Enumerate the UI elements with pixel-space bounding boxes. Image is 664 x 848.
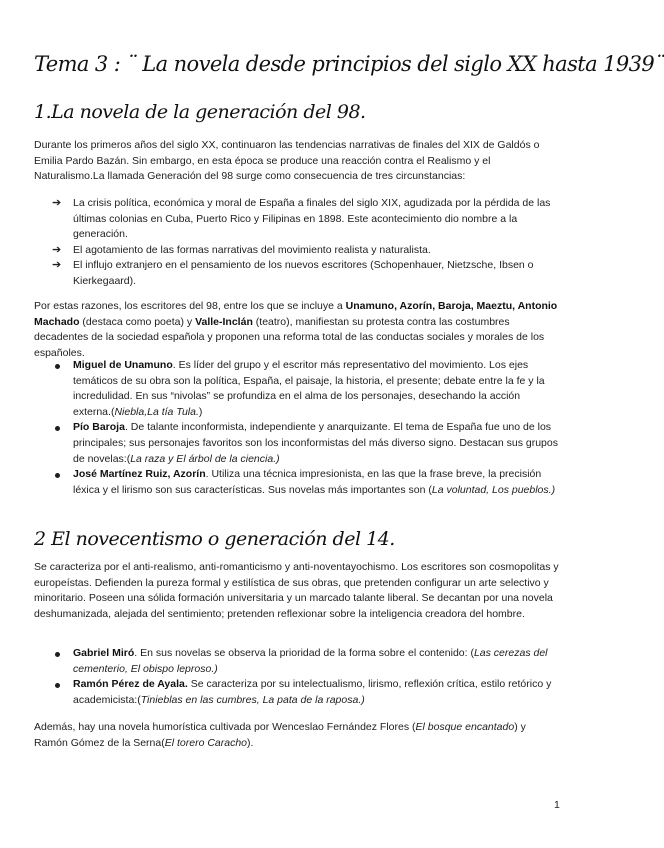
section1-intro: Durante los primeros años del siglo XX, continuaron las tendencias narrativas de finales del XIX de Galdós o Emilia Pardo Bazán. Sin embargo, en esta época se produce una reacción contra el Realismo y el Naturalismo.La llamada Generación del 98 surge como consecuencia de tres circunstancias: (34, 139, 540, 183)
section1-heading: 1.La novela de la generación del 98. (34, 101, 366, 123)
causes-list (52, 196, 560, 290)
page-title: Tema 3 : ¨ La novela desde principios del siglo XX hasta 1939¨ (34, 52, 664, 76)
section2-heading: 2 El novecentismo o generación del 14. (34, 528, 395, 550)
list-item: ➔ El influjo extranjero en el pensamiento de los nuevos escritores (Schopenhauer, Nietzsche, Ibsen o Kierkegaard). (52, 259, 534, 287)
list-item: Ramón Pérez de Ayala. Se caracteriza por su intelectualismo, lirismo, reflexión crítica, estilo retórico y academicista:(Tinieblas en las cumbres, La pata de la raposa.) (52, 677, 560, 708)
authors-14-list (52, 646, 560, 708)
bullet-icon (55, 683, 60, 688)
page-number: 1 (554, 799, 560, 811)
section2-intro: Se caracteriza por el anti-realismo, anti-romanticismo y anti-noventayochismo. Los escritores son cosmopolitas y europeístas. Defienden la pureza formal y estilística de sus obras, que pretenden configurar un arte selectivo y minoritario. Poseen una sólida formación universitaria y un marcado talante liberal. Se decantan por una novela deshumanizada, alejada del sentimiento; pretenden reflexionar sobre la inteligencia creadora del hombre. (34, 561, 559, 620)
arrow-icon: ➔ (52, 197, 62, 209)
list-item: Pío Baroja. De talante inconformista, independiente y anarquizante. El tema de España fue uno de los principales; sus personajes favoritos son los inconformistas del más diverso signo. Destacan sus grupos de novelas:(La raza y El árbol de la ciencia.) (52, 420, 560, 467)
bullet-icon (55, 652, 60, 657)
authors-98-list (52, 358, 560, 498)
closing-paragraph: Además, hay una novela humorística cultivada por Wenceslao Fernández Flores (El bosque encantado) y Ramón Gómez de la Serna(El torero Caracho). (34, 721, 526, 749)
list-item: Miguel de Unamuno. Es líder del grupo y el escritor más representativo del movimiento. Los ejes temáticos de su obra son la política, España, el paisaje, la historia, el presente; debate entre la fe y la incredulidad. En sus “nivolas” se profundiza en el alma de los personajes, desechando la acción externa.(Niebla,La tía Tula.) (52, 358, 560, 420)
section1-paragraph-2: Por estas razones, los escritores del 98, entre los que se incluye a Unamuno, Azorín, Baroja, Maeztu, Antonio Machado (destaca como poeta) y Valle-Inclán (teatro), manifiestan su protesta contra las costumbres decadentes de la sociedad española y proponen una reforma total de las conductas sociales y morales de los españoles. (34, 300, 558, 359)
bullet-icon (55, 426, 60, 431)
arrow-icon: ➔ (52, 259, 62, 272)
bullet-icon (55, 364, 60, 369)
arrow-icon: ➔ (52, 243, 62, 256)
list-item: José Martínez Ruiz, Azorín. Utiliza una técnica impresionista, en las que la frase breve, la precisión léxica y el lirismo son sus características. Sus novelas más importantes son (La voluntad, Los pueblos.) (52, 467, 560, 498)
list-item: ➔ El agotamiento de las formas narrativas del movimiento realista y naturalista. (52, 243, 560, 259)
list-item: Gabriel Miró. En sus novelas se observa la prioridad de la forma sobre el contenido: (Las cerezas del cementerio, El obispo leproso.) (52, 646, 560, 677)
bullet-icon (55, 473, 60, 478)
list-item: ➔ La crisis política, económica y moral de España a finales del siglo XIX, agudizada por la pérdida de las últimas colonias en Cuba, Puerto Rico y Filipinas en 1898. Este acontecimiento dio nombre a la generación. (52, 197, 551, 241)
